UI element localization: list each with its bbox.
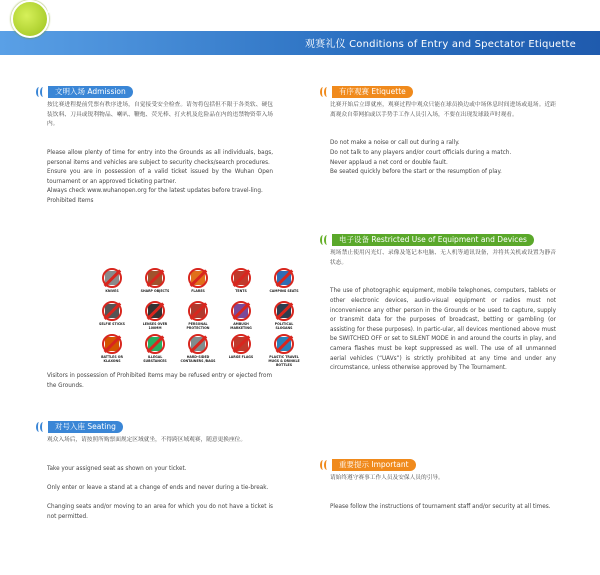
prohibited-item <box>94 334 130 372</box>
prohibited-item-label: PERSONAL PROTECTION <box>186 322 210 330</box>
section-heading-etiquette: 有序观赛 Etiquette <box>318 86 413 98</box>
page-title: 观赛礼仪 Conditions of Entry and Spectator Etiquette <box>304 39 576 50</box>
admission-en-1: Please allow plenty of time for entry into the Grounds as all individuals, bags, personal items and vehicles are subject to security checks/search procedures. <box>47 149 273 166</box>
swoosh-icon <box>34 421 48 433</box>
section-heading-admission: 文明入场 Admission <box>34 86 133 98</box>
prohibited-item-label: HARD-SIDED CONTAINERS /BAGS <box>180 355 216 363</box>
seating-en-3: Changing seats and/or moving to an area for which you do not have a ticket is not permitted. <box>47 504 273 520</box>
section-heading-important: 重要提示 Important <box>318 459 416 471</box>
admission-note <box>47 372 273 391</box>
prohibited-items-label: Prohibited Items <box>47 197 94 204</box>
prohibited-item-label: SELFIE STICKS <box>99 322 125 326</box>
no-entry-sign-icon <box>231 334 251 354</box>
no-entry-sign-icon <box>145 301 165 321</box>
etiquette-item: Do not talk to any players and/or court officials during a match. <box>330 149 512 156</box>
etiquette-cn: 比赛开始后立即就座，观赛过程中观众只能在球员换边或中场休息时间进场或退场。近距离观众自带网拍或以手势手工作人员引入场，不要在出现发球鼓声时观看。 <box>330 102 556 118</box>
important-en: Please follow the instructions of tournament staff and/or security at all times. <box>330 503 551 510</box>
prohibited-item-label: ILLEGAL SUBSTANCES <box>143 355 167 363</box>
no-entry-sign-icon <box>188 334 208 354</box>
no-entry-sign-icon <box>102 301 122 321</box>
section-heading-equipment: 电子设备 Restricted Use of Equipment and Devices <box>318 234 534 246</box>
no-entry-sign-icon <box>274 334 294 354</box>
no-entry-sign-icon <box>188 268 208 288</box>
seating-cn: 观众入场后，请按照所购票面规定区域就坐，不得跨区域观赛，随意更换座位。 <box>47 437 247 443</box>
prohibited-item <box>223 334 259 372</box>
important-text <box>330 474 556 512</box>
prohibited-item-label: FLARES <box>191 289 205 293</box>
prohibited-item-label: LENSES OVER 100MM <box>142 322 168 330</box>
no-entry-sign-icon <box>231 301 251 321</box>
prohibited-item-label: CAMPING SEATS <box>269 289 299 293</box>
etiquette-item: Be seated quickly before the start or the resumption of play. <box>330 169 502 176</box>
admission-text <box>47 101 273 207</box>
swoosh-icon <box>34 86 48 98</box>
swoosh-icon <box>318 86 332 98</box>
prohibited-item-label: SHARP OBJECTS <box>140 289 170 293</box>
prohibited-item <box>180 334 216 372</box>
admission-cn: 按比赛进程提前凭票有秩序进场，自觉接受安全检查。请勿将包括但不限于各类软、硬包装饮料、刀具或锐利物品、喇叭、鞭炮、荧光棒、打火机及危险品在内的违禁物资带入场内。 <box>47 102 273 128</box>
prohibited-item <box>266 334 302 372</box>
no-entry-sign-icon <box>188 301 208 321</box>
no-entry-sign-icon <box>102 334 122 354</box>
equipment-cn: 现场禁止使用闪光灯、录像及笔记本电脑、无人机等通讯设备，并将其关机或设置为静音状态。 <box>330 250 556 266</box>
section-heading-seating: 对号入座 Seating <box>34 421 123 433</box>
etiquette-item: Never applaud a net cord or double fault. <box>330 159 448 166</box>
prohibited-item-label: POLITICAL SLOGANS <box>274 322 294 330</box>
admission-after: Visitors in possession of Prohibited Items may be refused entry or ejected from the Grounds. <box>47 373 273 389</box>
prohibited-item-label: KNIVES <box>105 289 119 293</box>
no-entry-sign-icon <box>145 334 165 354</box>
top-white-bar <box>0 0 600 30</box>
no-entry-sign-icon <box>231 268 251 288</box>
etiquette-text <box>330 101 556 178</box>
admission-en-2: Ensure you are in possession of a valid ticket issued by the Wuhan Open tournament or an approved ticketing partner. <box>47 169 273 185</box>
no-entry-sign-icon <box>274 301 294 321</box>
no-entry-sign-icon <box>274 268 294 288</box>
important-cn: 请始终遵守赛事工作人员及安保人员的引导。 <box>330 475 444 481</box>
prohibited-item-label: AMBUSH MARKETING <box>230 322 252 330</box>
no-entry-sign-icon <box>102 268 122 288</box>
no-entry-sign-icon <box>145 268 165 288</box>
tennis-ball-logo <box>11 0 49 38</box>
prohibited-item-label: LARGE FLAGS <box>228 355 254 359</box>
admission-en-3: Always check www.wuhanopen.org for the latest updates before travel-ling. <box>47 188 263 195</box>
prohibited-item <box>137 334 173 372</box>
swoosh-icon <box>318 459 332 471</box>
etiquette-item: Do not make a noise or call out during a rally. <box>330 140 460 147</box>
seating-text <box>47 436 273 522</box>
swoosh-icon <box>318 234 332 246</box>
prohibited-item-label: BATTLES OR KLAXONS <box>101 355 123 363</box>
equipment-en: The use of photographic equipment, mobile telephones, computers, tablets or other electronic devices, audio-visual equipment or radios must not inconvenience any other person in the Grounds or be used to capture, supply or transmit data for the purposes of broadcast, betting or gambling (or assisting for these purposes). In partic-ular, all devices mentioned above must be SWITCHED OFF or set to SILENT MODE in and around the courts in play, and camera flashes must be kept suppressed as well. The use of all unmanned aerial vehicles (“UAVs”) is strictly prohibited at any time and under any circumstance, unless otherwise approved by The Tournament. <box>330 288 556 372</box>
prohibited-item-label: PLASTIC TRAVEL MUGS & DRINKLE BOTTLES <box>268 355 300 367</box>
equipment-text <box>330 249 556 374</box>
prohibited-item-label: TENTS <box>235 289 247 293</box>
seating-en-1: Take your assigned seat as shown on your ticket. <box>47 465 187 472</box>
seating-en-2: Only enter or leave a stand at a change of ends and never during a tie-break. <box>47 484 269 491</box>
